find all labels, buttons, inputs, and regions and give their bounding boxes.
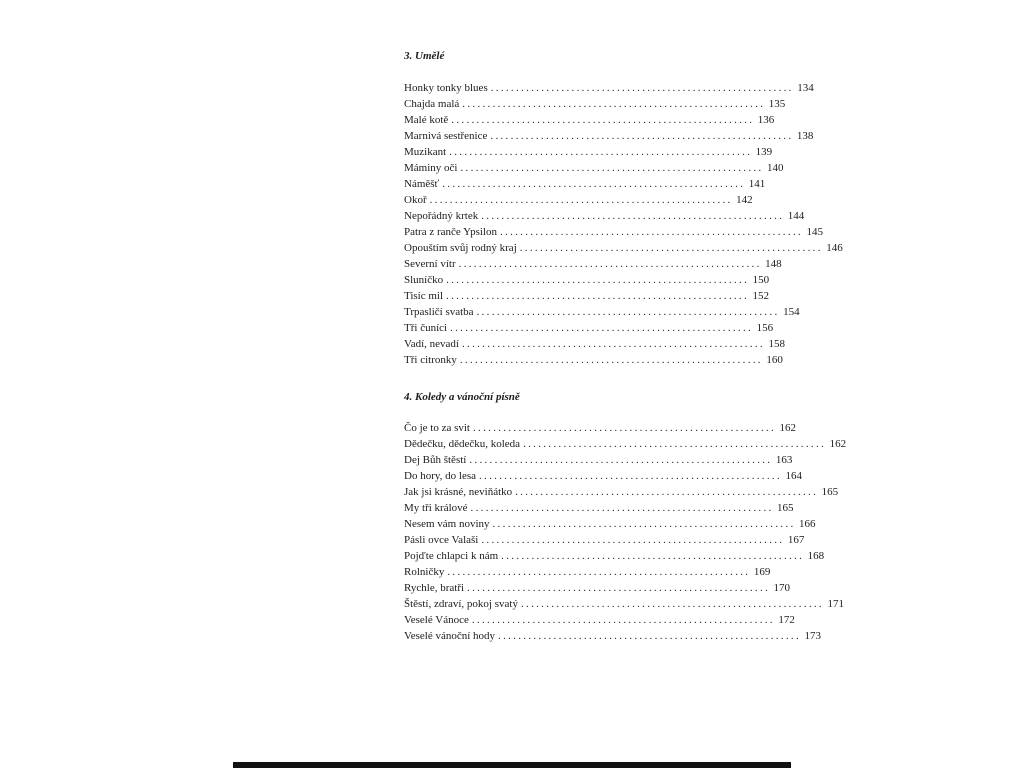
toc-entry: [404, 420, 796, 436]
dot-leader: ............................................................: [447, 566, 751, 578]
dot-leader: ............................................................: [459, 354, 763, 366]
toc-entry-title: Malé kotě: [404, 114, 449, 126]
toc-entry-title: Sluníčko: [404, 274, 444, 286]
dot-leader: ............................................................: [481, 210, 785, 222]
dot-leader: ............................................................: [449, 146, 753, 158]
toc-entry-page-number: 140: [766, 162, 784, 174]
toc-entry-title: Vadí, nevadí: [404, 338, 459, 350]
toc-entry-title: Tři citronky: [404, 354, 457, 366]
toc-entry: [404, 596, 844, 612]
toc-entry-page-number: 154: [783, 306, 800, 318]
dot-leader: ............................................................: [490, 130, 794, 142]
toc-entry-page-number: 160: [766, 354, 783, 366]
toc-entry-page-number: 139: [755, 146, 773, 158]
toc-entry: [404, 176, 766, 192]
section-heading: 3. Umělé: [404, 50, 445, 62]
toc-entry-page-number: 172: [778, 614, 795, 626]
toc-entry-page-number: 156: [756, 322, 774, 334]
section-entry-list: [404, 80, 843, 368]
toc-entry-page-number: 142: [736, 194, 753, 206]
dot-leader: ............................................................: [523, 438, 827, 450]
toc-entry-title: Opouštím svůj rodný kraj: [404, 242, 517, 254]
toc-entry-title: Čo je to za svit: [404, 422, 470, 434]
toc-entry: [404, 240, 843, 256]
toc-entry-title: Pásli ovce Valaši: [404, 534, 479, 546]
toc-entry-page-number: 146: [826, 242, 843, 254]
dot-leader: ............................................................: [451, 114, 755, 126]
toc-entry-page-number: 150: [752, 274, 770, 286]
dot-leader: ............................................................: [429, 194, 733, 206]
toc-entry-title: Rychle, bratři: [404, 582, 465, 594]
toc-entry: [404, 532, 805, 548]
toc-entry: [404, 628, 822, 644]
toc-entry-page-number: 148: [765, 258, 782, 270]
toc-entry-title: Severní vítr: [404, 258, 456, 270]
toc-entry: [404, 256, 782, 272]
toc-entry-page-number: 134: [797, 82, 814, 94]
toc-entry: [404, 320, 774, 336]
dot-leader: ............................................................: [473, 422, 776, 434]
toc-entry-title: Dědečku, dědečku, koleda: [404, 438, 521, 450]
dot-leader: ............................................................: [481, 534, 785, 546]
toc-entry-page-number: 167: [787, 534, 805, 546]
toc-entry-page-number: 168: [807, 550, 825, 562]
toc-entry-title: Tisíc mil: [404, 290, 444, 302]
dot-leader: ............................................................: [515, 486, 819, 498]
toc-entry-page-number: 171: [827, 598, 844, 610]
toc-entry: [404, 272, 770, 288]
toc-entry: [404, 452, 793, 468]
toc-entry-title: Trpasličí svatba: [404, 306, 474, 318]
toc-entry-page-number: 162: [779, 422, 796, 434]
dot-leader: ............................................................: [469, 454, 773, 466]
toc-entry: [404, 304, 800, 320]
toc-entry-page-number: 136: [757, 114, 775, 126]
toc-entry: [404, 208, 805, 224]
toc-entry-page-number: 158: [768, 338, 785, 350]
toc-entry: [404, 500, 794, 516]
dot-leader: ............................................................: [501, 550, 805, 562]
dot-leader: ............................................................: [460, 162, 764, 174]
toc-entry: [404, 160, 784, 176]
toc-entry: [404, 96, 786, 112]
toc-entry: [404, 580, 791, 596]
dot-leader: ............................................................: [446, 274, 750, 286]
toc-entry-page-number: 141: [748, 178, 766, 190]
toc-entry-title: Patra z ranče Ypsilon: [404, 226, 497, 238]
toc-entry-page-number: 152: [752, 290, 770, 302]
toc-entry: [404, 436, 847, 452]
toc-entry-title: Štěstí, zdraví, pokoj svatý: [404, 598, 518, 610]
toc-entry-page-number: 144: [787, 210, 805, 222]
dot-leader: ............................................................: [519, 242, 823, 254]
toc-entry: [404, 112, 775, 128]
toc-entry: [404, 336, 785, 352]
dot-leader: ............................................................: [467, 582, 771, 594]
toc-entry: [404, 352, 783, 368]
toc-entry: [404, 128, 814, 144]
toc-entry-title: Nepořádný krtek: [404, 210, 479, 222]
toc-entry-page-number: 165: [821, 486, 839, 498]
toc-entry-title: Dej Bůh štěstí: [404, 454, 467, 466]
dot-leader: ............................................................: [470, 502, 774, 514]
toc-entry-title: Jak jsi krásné, neviňátko: [404, 486, 513, 498]
toc-entry: [404, 144, 773, 160]
dot-leader: ............................................................: [471, 614, 775, 626]
toc-entry-title: Marnivá sestřenice: [404, 130, 488, 142]
dot-leader: ............................................................: [462, 98, 766, 110]
toc-entry-page-number: 165: [777, 502, 794, 514]
toc-entry: [404, 468, 802, 484]
toc-entry: [404, 224, 823, 240]
section-entry-list: [404, 420, 847, 644]
toc-entry: [404, 516, 816, 532]
dot-leader: ............................................................: [461, 338, 765, 350]
toc-entry-page-number: 173: [804, 630, 822, 642]
toc-entry-title: Tři čuníci: [404, 322, 448, 334]
toc-entry-title: Náměšť: [404, 178, 440, 190]
toc-entry-page-number: 162: [829, 438, 847, 450]
toc-entry-title: Máminy oči: [404, 162, 458, 174]
toc-entry-title: Chajda malá: [404, 98, 460, 110]
toc-entry: [404, 548, 825, 564]
toc-entry: [404, 80, 814, 96]
toc-entry-title: Muzikant: [404, 146, 447, 158]
dot-leader: ............................................................: [520, 598, 824, 610]
toc-entry-title: Do hory, do lesa: [404, 470, 476, 482]
toc-entry-title: Nesem vám noviny: [404, 518, 490, 530]
toc-entry-page-number: 135: [768, 98, 786, 110]
toc-entry-page-number: 138: [796, 130, 814, 142]
dot-leader: ............................................................: [476, 306, 780, 318]
toc-entry: [404, 612, 795, 628]
toc-entry-title: Rolničky: [404, 566, 445, 578]
toc-entry-page-number: 166: [799, 518, 816, 530]
dot-leader: ............................................................: [490, 82, 794, 94]
toc-entry-page-number: 170: [773, 582, 791, 594]
dot-leader: ............................................................: [450, 322, 754, 334]
toc-entry-title: Honky tonky blues: [404, 82, 488, 94]
section-heading: 4. Koledy a vánoční písně: [404, 391, 520, 403]
toc-entry-page-number: 164: [785, 470, 802, 482]
toc-entry-title: My tři králové: [404, 502, 468, 514]
dot-leader: ............................................................: [479, 470, 782, 482]
dot-leader: ............................................................: [442, 178, 746, 190]
dot-leader: ............................................................: [458, 258, 762, 270]
toc-entry-title: Okoř: [404, 194, 427, 206]
toc-entry-title: Pojďte chlapci k nám: [404, 550, 499, 562]
toc-entry: [404, 288, 770, 304]
toc-entry: [404, 192, 753, 208]
toc-entry-title: Veselé Vánoce: [404, 614, 469, 626]
toc-entry-page-number: 163: [775, 454, 793, 466]
toc-entry-title: Veselé vánoční hody: [404, 630, 496, 642]
toc-entry: [404, 484, 839, 500]
bottom-page-edge: [233, 762, 791, 768]
toc-entry-page-number: 169: [753, 566, 771, 578]
dot-leader: ............................................................: [492, 518, 796, 530]
dot-leader: ............................................................: [446, 290, 750, 302]
toc-entry-page-number: 145: [806, 226, 823, 238]
toc-entry: [404, 564, 771, 580]
table-of-contents: [404, 48, 847, 642]
dot-leader: ............................................................: [499, 226, 803, 238]
dot-leader: ............................................................: [498, 630, 802, 642]
